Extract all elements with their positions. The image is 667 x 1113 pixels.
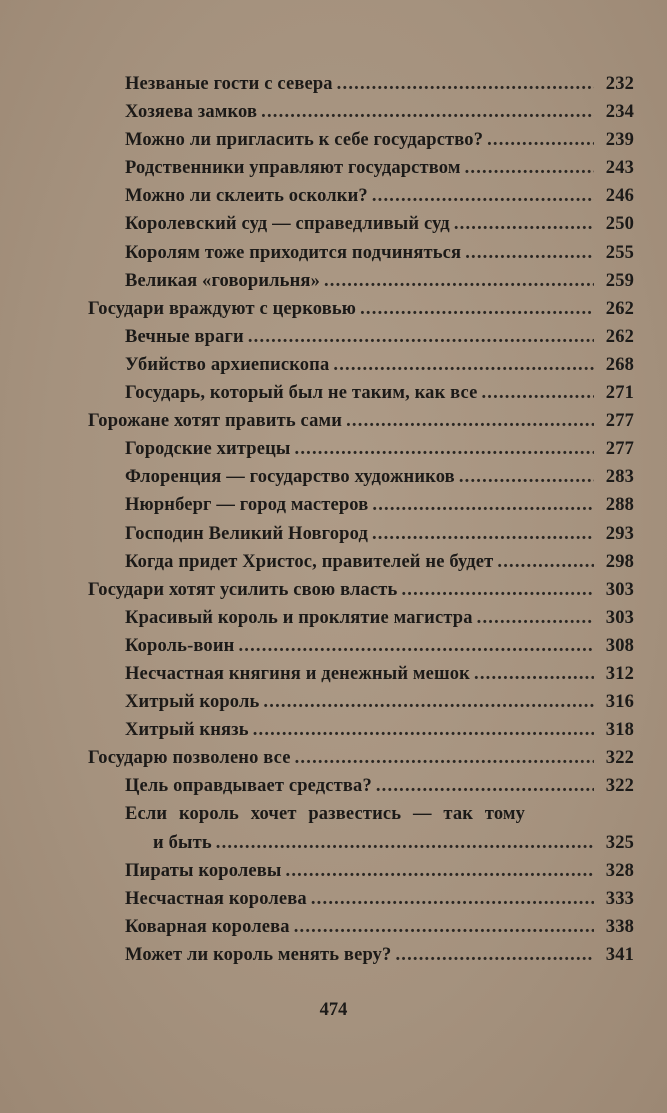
toc-entry xyxy=(88,210,634,238)
toc-entry-page: 303 xyxy=(605,607,634,628)
toc-entry-title: Можно ли пригласить к себе государство? xyxy=(125,130,484,151)
toc-entry-title: Хозяева замков xyxy=(125,102,258,123)
toc-entry-title: Можно ли склеить осколки? xyxy=(125,186,368,207)
toc-entry-title-cont: и быть xyxy=(153,832,212,853)
toc-entry-title: Государю позволено все xyxy=(88,748,291,769)
toc-entry-title: Великая «говорильня» xyxy=(125,270,320,291)
toc-entry-page: 318 xyxy=(605,720,634,741)
toc-entry-page: 243 xyxy=(605,158,634,179)
table-of-contents xyxy=(88,70,634,969)
toc-entry-title: Флоренция — государство художников xyxy=(125,467,455,488)
toc-entry-page: 234 xyxy=(605,102,634,123)
toc-entry-title: Хитрый король xyxy=(125,692,260,713)
toc-entry xyxy=(88,379,634,407)
toc-entry xyxy=(88,885,634,913)
toc-entry-page: 298 xyxy=(605,551,634,572)
toc-entry xyxy=(88,182,634,210)
toc-entry xyxy=(88,772,634,800)
toc-leader-dots xyxy=(372,491,594,519)
toc-entry xyxy=(88,267,634,295)
toc-entry xyxy=(88,463,634,491)
toc-entry-page: 308 xyxy=(605,635,634,656)
toc-leader-dots xyxy=(465,154,594,182)
toc-entry-title: Когда придет Христос, правителей не будет xyxy=(125,551,494,572)
toc-entry xyxy=(88,98,634,126)
toc-entry-page: 259 xyxy=(605,270,634,291)
toc-entry-page: 262 xyxy=(605,326,634,347)
toc-leader-dots xyxy=(481,379,594,407)
toc-section-entry xyxy=(88,407,634,435)
toc-leader-dots xyxy=(376,772,594,800)
toc-entry-title: Может ли король менять веру? xyxy=(125,944,392,965)
toc-entry-page: 277 xyxy=(605,439,634,460)
toc-entry xyxy=(88,716,634,744)
toc-entry xyxy=(88,239,634,267)
toc-leader-dots xyxy=(395,941,594,969)
toc-entry xyxy=(88,491,634,519)
toc-entry-title: Пираты королевы xyxy=(125,860,282,881)
toc-entry-title: Государь, который был не таким, как все xyxy=(125,383,478,404)
toc-entry-title: Хитрый князь xyxy=(125,720,249,741)
toc-entry xyxy=(88,688,634,716)
toc-leader-dots xyxy=(454,210,594,238)
toc-entry xyxy=(88,660,634,688)
toc-leader-dots xyxy=(238,632,594,660)
toc-entry-title: Вечные враги xyxy=(125,326,244,347)
toc-entry xyxy=(88,941,634,969)
toc-section-entry xyxy=(88,576,634,604)
toc-entry-page: 283 xyxy=(605,467,634,488)
toc-entry-page: 322 xyxy=(605,748,634,769)
toc-entry-page: 232 xyxy=(605,74,634,94)
toc-entry-title: Если король хочет развестись — так тому xyxy=(125,804,526,825)
toc-entry-page: 328 xyxy=(605,860,634,881)
toc-entry-wrapped-line2 xyxy=(88,829,634,857)
toc-leader-dots xyxy=(465,239,594,267)
toc-entry-page: 239 xyxy=(605,130,634,151)
toc-leader-dots xyxy=(459,463,594,491)
toc-entry-title: Господин Великий Новгород xyxy=(125,523,368,544)
toc-leader-dots xyxy=(295,744,594,772)
toc-entry-title: Городские хитрецы xyxy=(125,439,291,460)
toc-section-entry xyxy=(88,744,634,772)
page-number: 474 xyxy=(319,1000,348,1020)
toc-entry-title: Горожане хотят править сами xyxy=(88,411,343,432)
toc-entry xyxy=(88,351,634,379)
toc-entry-page: 303 xyxy=(605,579,634,600)
toc-entry xyxy=(88,126,634,154)
toc-leader-dots xyxy=(372,520,594,548)
toc-entry-title: Красивый король и проклятие магистра xyxy=(125,607,473,628)
toc-entry-page: 338 xyxy=(605,916,634,937)
toc-entry-wrapped-line1 xyxy=(88,800,634,828)
toc-leader-dots xyxy=(372,182,594,210)
toc-entry-page: 277 xyxy=(605,411,634,432)
toc-entry-title: Нюрнберг — город мастеров xyxy=(125,495,369,516)
toc-entry-page: 333 xyxy=(605,888,634,909)
toc-entry xyxy=(88,70,634,98)
toc-entry-page: 341 xyxy=(605,944,634,965)
toc-entry-title: Несчастная королева xyxy=(125,888,307,909)
toc-leader-dots xyxy=(263,688,594,716)
toc-leader-dots xyxy=(324,267,594,295)
toc-entry xyxy=(88,323,634,351)
toc-entry xyxy=(88,154,634,182)
toc-leader-dots xyxy=(333,351,594,379)
toc-leader-dots xyxy=(401,576,594,604)
toc-leader-dots xyxy=(337,70,594,98)
toc-entry-title: Несчастная княгиня и денежный мешок xyxy=(125,663,470,684)
toc-entry xyxy=(88,604,634,632)
toc-leader-dots xyxy=(248,323,594,351)
toc-entry xyxy=(88,913,634,941)
toc-leader-dots xyxy=(360,295,594,323)
toc-leader-dots xyxy=(295,435,595,463)
toc-leader-dots xyxy=(294,913,594,941)
toc-entry-title: Королевский суд — справедливый суд xyxy=(125,214,450,235)
toc-leader-dots xyxy=(477,604,594,632)
toc-leader-dots xyxy=(497,548,594,576)
toc-entry-page: 322 xyxy=(605,776,634,797)
toc-leader-dots xyxy=(261,98,594,126)
toc-leader-dots xyxy=(346,407,594,435)
toc-leader-dots xyxy=(216,829,594,857)
toc-entry-title: Цель оправдывает средства? xyxy=(125,776,372,797)
toc-entry-title: Государи враждуют с церковью xyxy=(88,298,357,319)
toc-entry-title: Родственники управляют государством xyxy=(125,158,461,179)
toc-entry-title: Незваные гости с севера xyxy=(125,74,333,94)
toc-section-entry xyxy=(88,295,634,323)
toc-entry-title: Королям тоже приходится подчиняться xyxy=(125,242,462,263)
toc-leader-dots xyxy=(311,885,594,913)
toc-entry-page: 316 xyxy=(605,692,634,713)
toc-entry-title: Коварная королева xyxy=(125,916,290,937)
toc-entry xyxy=(88,548,634,576)
toc-entry-page: 255 xyxy=(605,242,634,263)
toc-entry-page: 271 xyxy=(605,383,634,404)
toc-leader-dots xyxy=(286,857,594,885)
toc-entry-page: 325 xyxy=(605,832,634,853)
toc-leader-dots xyxy=(474,660,594,688)
toc-leader-dots xyxy=(487,126,594,154)
toc-entry-page: 293 xyxy=(605,523,634,544)
toc-entry xyxy=(88,435,634,463)
toc-entry-title: Король-воин xyxy=(125,635,235,656)
toc-entry-page: 268 xyxy=(605,354,634,375)
toc-entry xyxy=(88,632,634,660)
toc-entry-page: 262 xyxy=(605,298,634,319)
toc-entry xyxy=(88,857,634,885)
toc-entry-title: Государи хотят усилить свою власть xyxy=(88,579,398,600)
toc-entry xyxy=(88,520,634,548)
toc-leader-dots xyxy=(253,716,594,744)
toc-entry-page: 250 xyxy=(605,214,634,235)
toc-entry-page: 312 xyxy=(605,663,634,684)
toc-entry-title: Убийство архиепископа xyxy=(125,354,330,375)
toc-entry-page: 288 xyxy=(605,495,634,516)
toc-entry-page: 246 xyxy=(605,186,634,207)
